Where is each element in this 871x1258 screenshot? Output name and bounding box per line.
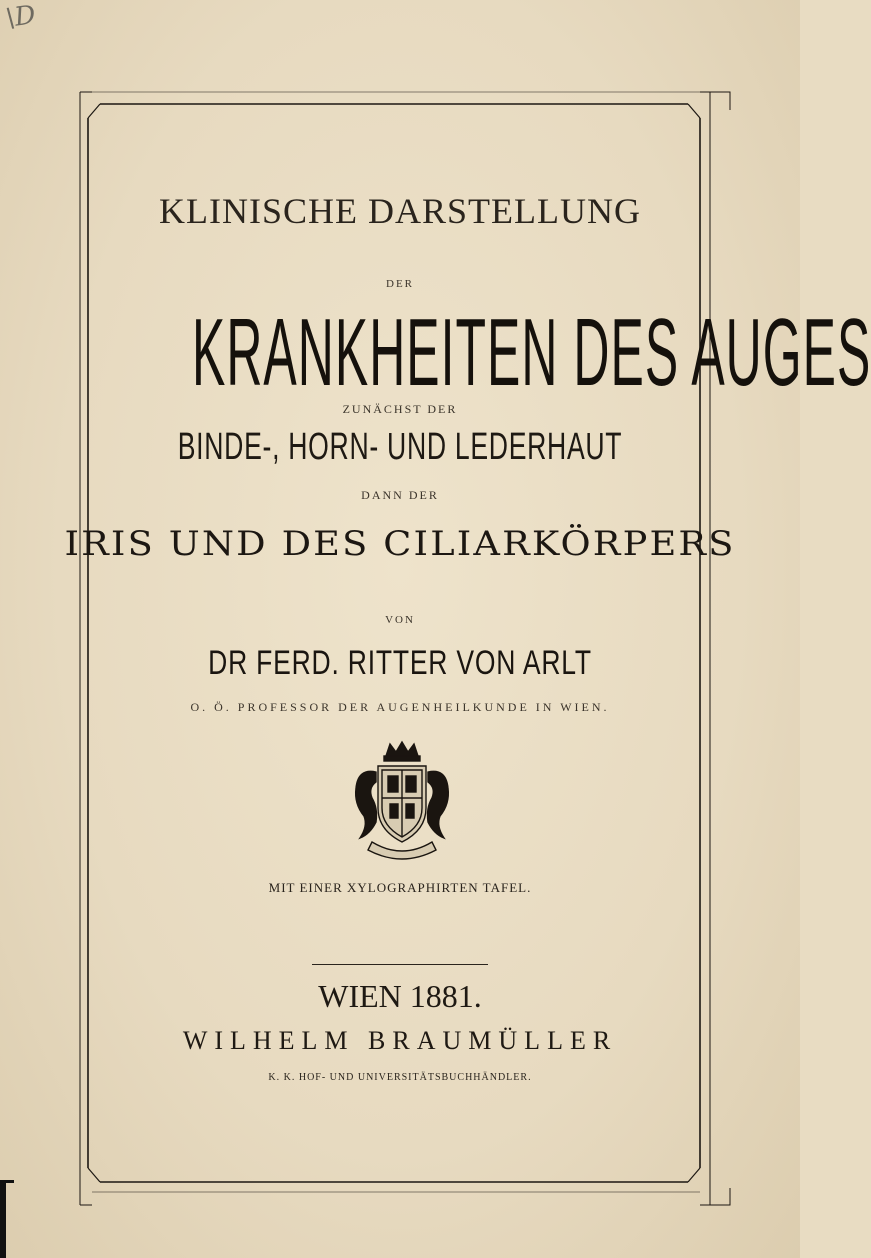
coat-of-arms-icon — [338, 738, 466, 866]
title-line-1: KLINISCHE DARSTELLUNG — [159, 191, 641, 231]
place-year: WIEN 1881. — [318, 978, 482, 1014]
main-title: KRANKHEITEN DES AUGES — [192, 299, 871, 406]
author-position: O. Ö. PROFESSOR DER AUGENHEILKUNDE IN WIEN. — [190, 700, 610, 714]
title-line-6: DANN DER — [361, 488, 439, 502]
publisher-name: WILHELM BRAUMÜLLER — [182, 1026, 618, 1055]
plate-note: MIT EINER XYLOGRAPHIRTEN TAFEL. — [268, 880, 532, 895]
author-name: DR FERD. RITTER VON ARLT — [208, 644, 592, 682]
subtitle-2: IRIS UND DES CILIARKÖRPERS — [64, 524, 736, 564]
publisher-title: K. K. HOF- UND UNIVERSITÄTSBUCHHÄNDLER. — [268, 1072, 532, 1083]
margin-annotation: \D — [4, 0, 38, 34]
author-by: VON — [385, 614, 415, 626]
title-line-4: ZUNÄCHST DER — [342, 402, 458, 416]
title-line-2: DER — [386, 278, 414, 290]
separator-rule — [312, 964, 488, 965]
subtitle-1: BINDE-, HORN- UND LEDERHAUT — [177, 426, 623, 468]
